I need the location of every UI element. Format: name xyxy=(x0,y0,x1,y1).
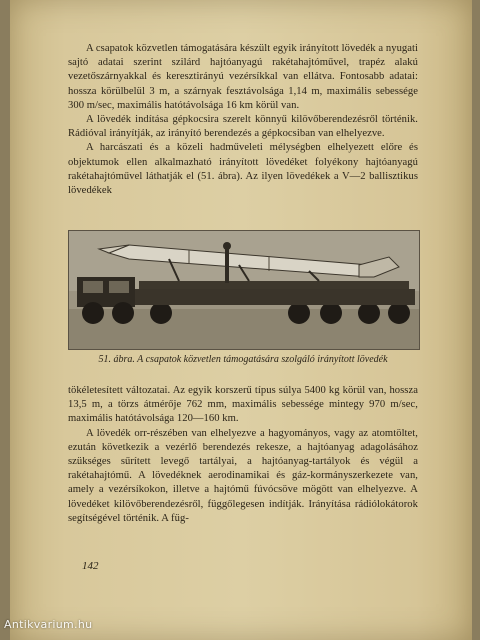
paragraph: A csapatok közvetlen támogatására készült egyik irányított lövedék a nyugati sajtó adatai szerint szilárd hajtóanyagú rakétahajtóművel, trapéz alakú vezetőszárnyakkal és keresztirányú vezérsíkkal van ellátva. Fontosabb adatai: hossza körülbelül 3 m, a szárnyak fesztávolsága 1,14 m, maximális sebessége 300 m/sec, maximális hatótávolsága 16 km körül van. xyxy=(68,43,418,111)
truck-cab xyxy=(77,277,135,307)
paragraph: A harcászati és a közeli hadműveleti mélységben elhelyezett előre és objektumok ellen alkalmazható irányított lövedéket folyékony hajtóanyagú rakétahajtóművel láthatják el (51. ábra). Az ilyen lövedékek a V—2 ballisztikus lövedékek xyxy=(68,142,418,197)
watermark: Antikvarium.hu xyxy=(4,618,93,631)
figure-caption: 51. ábra. A csapatok közvetlen támogatására szolgáló irányított lövedék xyxy=(98,354,388,365)
soldier xyxy=(225,249,229,283)
paragraph: A lövedék indítása gépkocsira szerelt könnyű kilövőberendezésről történik. Rádióval irányítják, az irányító berendezés a gépkocsiban van elhelyezve. xyxy=(68,114,418,140)
missile-launcher-figure xyxy=(68,230,420,350)
paragraph: A lövedék orr-részében van elhelyezve a hagyományos, vagy az atomtöltet, ezután következik a vezérlő berendezés rekesze, a hajtóanyag adagolásához szükséges sűrített levegő tartályai, a hajtóanyag-tartályok és végül a rakétahajtómű. A lövedéknek aerodinamikai és gáz-kormányszerkezete van, amely a vezérsíkokon, illetve a hajtómű fúvócsöve mögött van elhelyezve. A lövedéket kilövőberendezésről, függőlegesen indítják. Irányítása rádiólokátorok segítségével történik. A füg- xyxy=(68,427,418,524)
missile-truck-illustration xyxy=(69,231,419,349)
paragraph: tökéletesített változatai. Az egyik korszerű típus súlya 5400 kg körül van, hossza 13,5 m, a törzs átmérője 762 mm, maximális sebessége mintegy 970 m/sec, maximális hatótávolsága 120—160 km. xyxy=(68,385,418,425)
text-block-bottom xyxy=(68,384,418,526)
page-number: 142 xyxy=(82,560,99,572)
text-block-top xyxy=(68,42,418,198)
